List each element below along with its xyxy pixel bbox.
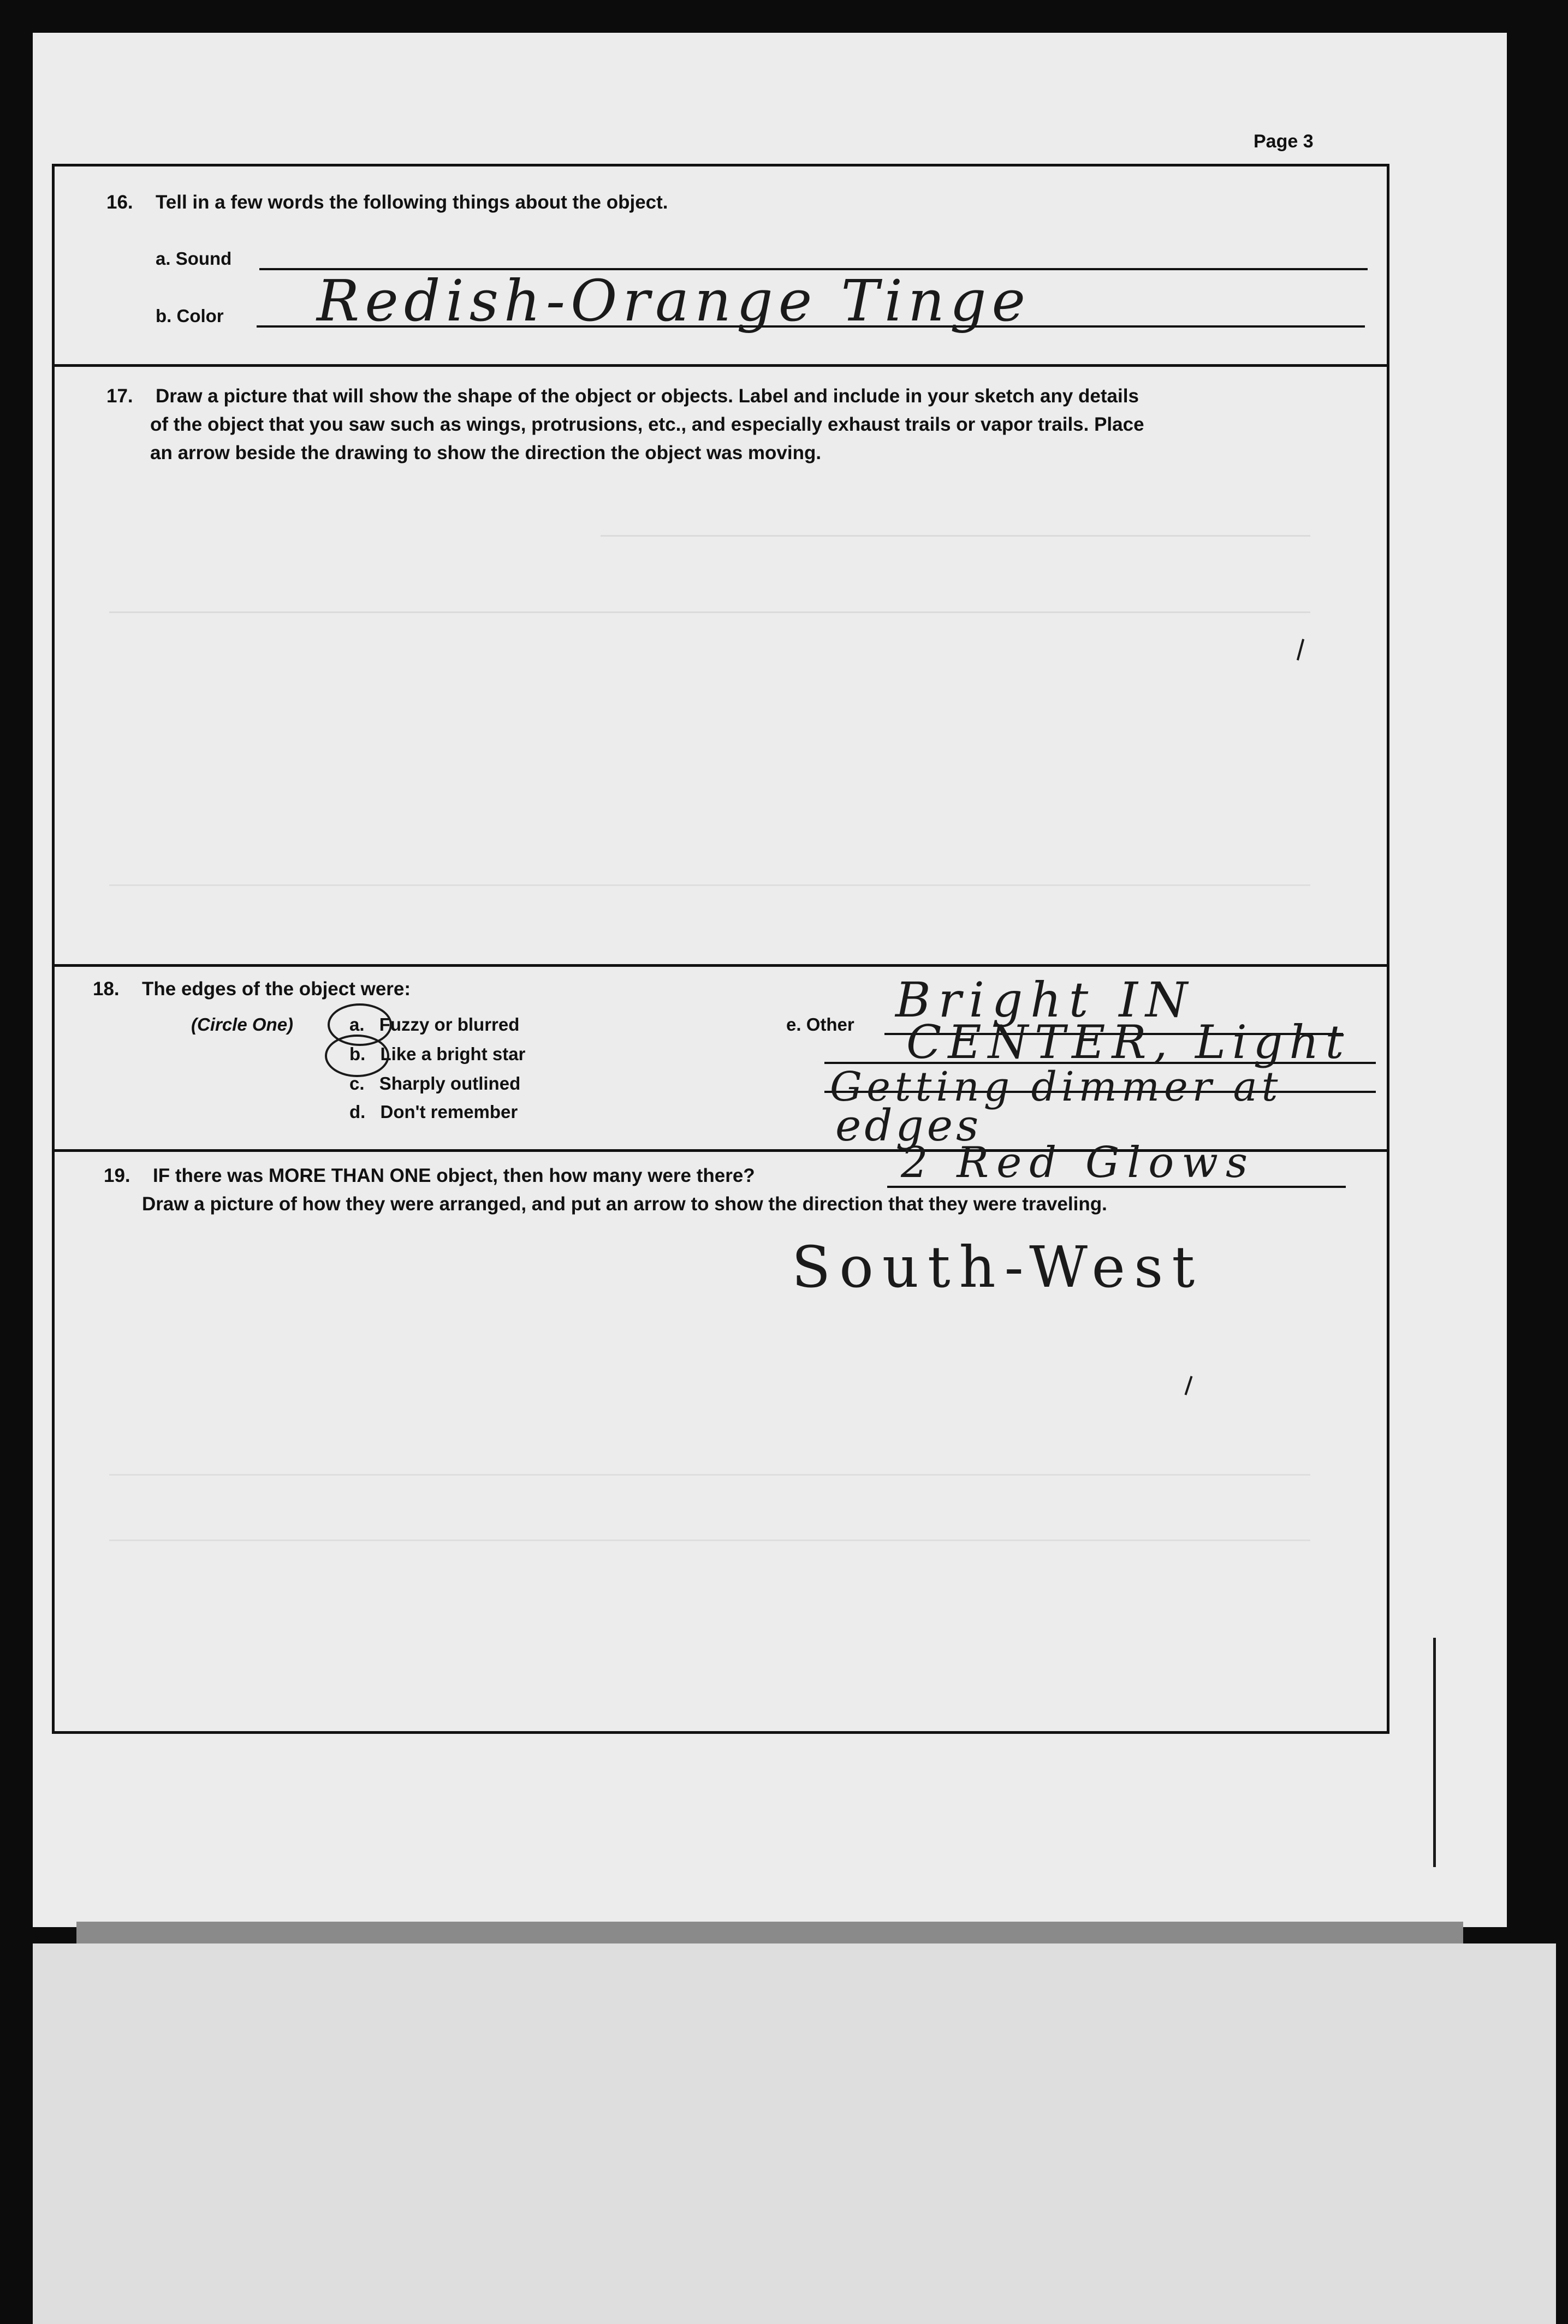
- bleed-through: [109, 1463, 1310, 1476]
- q18-prompt: 18. The edges of the object were:: [93, 975, 411, 1003]
- q18-other-value-3[interactable]: Getting dimmer at: [830, 1063, 1282, 1110]
- q19-number: 19.: [104, 1165, 130, 1186]
- q16-color-value[interactable]: Redish-Orange Tinge: [317, 268, 1031, 334]
- q16-prompt: 16. Tell in a few words the following things about the object.: [106, 188, 668, 217]
- divider-16-17: [55, 364, 1387, 367]
- q18-other-value-1[interactable]: Bright IN: [895, 972, 1195, 1028]
- bleed-through: [109, 601, 1310, 613]
- bleed-through: [109, 1529, 1310, 1541]
- q19-prompt: 19. IF there was MORE THAN ONE object, then how many were there? Draw a picture of how they were arranged, and put an arrow to show the direction that they were traveling.: [104, 1162, 1107, 1219]
- q17-prompt: 17. Draw a picture that will show the shape of the object or objects. Label and include in your sketch any details of the object that you saw such as wings, protrusions, etc., and especially exhaust trails or vapor trails. Place an arrow beside the drawing to show the direction the object was moving.: [106, 382, 1144, 467]
- q18-option-d[interactable]: d. Don't remember: [349, 1102, 518, 1122]
- q18-circle-one: (Circle One): [191, 1014, 294, 1035]
- q18-option-a[interactable]: a. Fuzzy or blurred: [349, 1014, 520, 1035]
- circle-mark-b: [325, 1035, 389, 1077]
- underlying-page: [33, 1943, 1556, 2324]
- q18-option-c[interactable]: c. Sharply outlined: [349, 1073, 521, 1093]
- q16-color-label: b. Color: [156, 306, 224, 326]
- q18-other-value-2[interactable]: CENTER, Light: [906, 1015, 1351, 1069]
- q17-number: 17.: [106, 385, 133, 407]
- page-shadow: [76, 1922, 1463, 1943]
- divider-17-18: [55, 964, 1387, 967]
- bleed-through: [109, 873, 1310, 886]
- page-number: Page 3: [1254, 131, 1314, 152]
- q19-count-value[interactable]: 2 Red Glows: [901, 1138, 1256, 1187]
- q18-other-label: e. Other: [786, 1014, 854, 1035]
- q18-number: 18.: [93, 978, 120, 1000]
- q18-other-value-4[interactable]: edges: [835, 1100, 982, 1151]
- bleed-through: [601, 502, 1310, 537]
- q16-sound-label: a. Sound: [156, 248, 232, 269]
- q16-number: 16.: [106, 192, 133, 213]
- q19-direction-text[interactable]: South-West: [792, 1234, 1204, 1300]
- page-edge-line: [1433, 1638, 1436, 1867]
- q18-option-b[interactable]: b. Like a bright star: [349, 1044, 526, 1064]
